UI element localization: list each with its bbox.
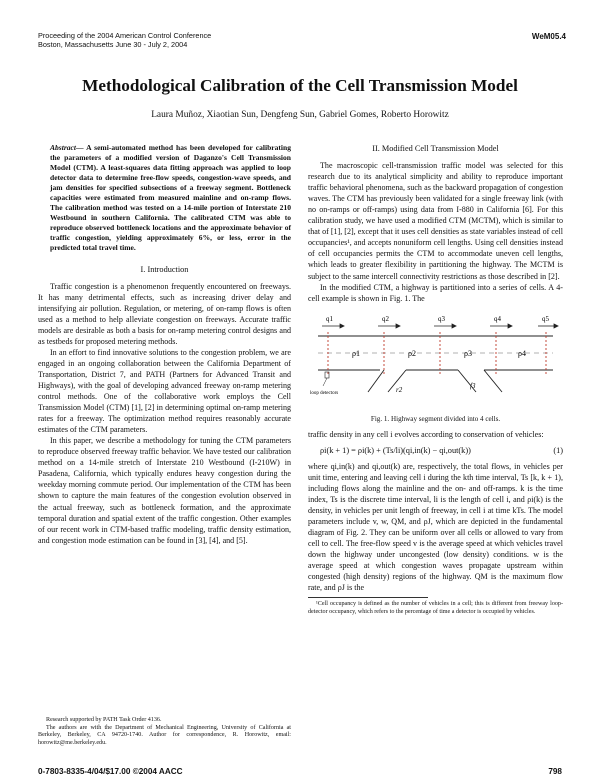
density-label: ρ2 (408, 348, 416, 358)
equation-body: ρi(k + 1) = ρi(k) + (Ts/li)(qi,in(k) − qi,out(k)) (320, 445, 471, 455)
copyright-footer: 0-7803-8335-4/04/$17.00 ©2004 AACC (38, 767, 183, 776)
density-label: ρ3 (464, 348, 472, 358)
intro-paragraph: Traffic congestion is a phenomenon frequently encountered on freeways. It has many detrimental effects, such as increasing driver delay and intensifying air pollution. Regulation, or metering, of on-ramp flows is often used as a method to help alleviate congestion on freeways. Accurate traffic models are desirable as both a basis for on-ramp metering control designs and as testbeds for proposed metering methods. (38, 281, 291, 346)
figure-1 (308, 308, 563, 412)
intro-paragraph: In this paper, we describe a methodology for tuning the CTM parameters to reproduce observed freeway traffic behavior. We have tested our calibration method on a 14-mile stretch of Interstate 210 Westbound (I-210W) in Pasadena, California, which typically endures heavy congestion during the weekday morning commute period. Our implementation of the CTM has been shown to capture the main features of the congestion evolution observed in the actual freeway, such as bottleneck formation, and the approximate temporal duration and spatial extent of the traffic congestion. Other examples of our recent work in CTM-based traffic modeling, traffic density estimation, and congestion mode estimation can be found in [3], [4], and [5]. (38, 436, 291, 545)
ctm-paragraph: In the modified CTM, a highway is partitioned into a series of cells. A 4-cell example is shown in Fig. 1. The (308, 282, 563, 303)
conference-header (38, 31, 211, 49)
right-column (308, 143, 563, 617)
equation-number: (1) (553, 445, 563, 455)
ctm-paragraph: traffic density in any cell i evolves according to conservation of vehicles: (308, 429, 544, 439)
abstract-text: A semi-automated method has been developed for calibrating the parameters of a modified version of Daganzo's Cell Transmission Model (CTM). A least-squares data fitting approach was applied to loop detector data to determine free-flow speeds, congestion-wave speeds, and jam densities for specified subsections of a freeway segment. Bottleneck capacities were estimated from measured mainline and on-ramp flows. The calibration method was tested on a 14-mile portion of Interstate 210 Westbound in southern California. The calibrated CTM was able to reproduce observed bottleneck locations and the approximate behavior of traffic congestion, yielding approximately 6%, or less, error in the predicted total travel time. (50, 143, 291, 253)
paper-title: Methodological Calibration of the Cell Transmission Model (82, 76, 518, 95)
flow-label: q4 (494, 314, 501, 323)
intro-heading: I. Introduction (140, 264, 189, 274)
flow-arrow-head (396, 324, 400, 328)
intro-paragraph: In an effort to find innovative solutions to the congestion problem, we are engaged in an ongoing collaboration between the California Department of Transportation, District 7, and PATH (Partners for Advanced Transit and Highways), with the goal of developing advanced freeway on-ramp metering control methods. One of the collaborative work employs the Cell Transmission Model (CTM) [1], [2] in determining optimal on-ramp metering rates for a freeway. The optimization method requires reasonably accurate estimates of the CTM parameters. (38, 347, 291, 435)
detector-label: loop detectors (310, 390, 339, 396)
density-label: ρ1 (352, 348, 360, 358)
footnote-1: ¹Cell occupancy is defined as the number of vehicles in a cell; this is different from freeway loop-detector occupancy, which refers to the percentage of time a detector is occupied by vehicles. (308, 601, 563, 615)
flow-label: q5 (542, 314, 549, 323)
conference-line-1: Proceeding of the 2004 American Control Conference (38, 31, 212, 40)
left-footnotes (38, 717, 291, 748)
abstract-label: Abstract (50, 143, 76, 152)
equation-1 (320, 445, 563, 456)
abstract-dash: — (76, 143, 87, 152)
flow-arrow-head (554, 324, 558, 328)
conference-line-2: Boston, Massachusetts June 30 - July 2, 2004 (38, 40, 188, 49)
ctm-paragraph: The macroscopic cell-transmission traffic model was selected for this research due to its analytical simplicity and ability to reproduce important traffic behavioral phenomena, such as the backward propagation of congestion waves. The CTM has previously been validated for a single freeway link (with no on-ramps or off-ramps) using data from I-880 in California [6]. For this calibration study, we have used a modified CTM (MCTM), which is similar to that of [1], [2], except that it uses cell densities as state variables instead of cell occupancies¹, and accepts nonuniform cell lengths. Using cell densities instead of cell occupancies permits the CTM to accommodate uneven cell lengths, which leads to greater flexibility in partitioning the highway. The MCTM is subject to the same intercell connectivity restrictions as those described in [2]. (308, 161, 563, 281)
off-ramp-edge (484, 370, 502, 392)
flow-label: q3 (438, 314, 445, 323)
detector-pointer (323, 378, 327, 386)
page-number: 798 (548, 767, 562, 776)
footnote-rule (308, 597, 428, 598)
highway-diagram (308, 308, 563, 412)
flow-label: q2 (382, 314, 389, 323)
on-ramp-edge (368, 370, 384, 392)
ctm-heading: II. Modified Cell Transmission Model (372, 144, 499, 153)
flow-arrow-head (508, 324, 512, 328)
figure-caption: Fig. 1. Highway segment divided into 4 cells. (370, 414, 501, 423)
on-ramp-label: r2 (396, 385, 403, 394)
session-code: WeM05.4 (531, 32, 566, 41)
funding-note: Research supported by PATH Task Order 4136. (46, 717, 162, 723)
density-label: ρ4 (518, 348, 526, 358)
left-column (38, 143, 291, 546)
affiliation-note: The authors are with the Department of Mechanical Engineering, University of California at Berkeley, Berkeley, CA 94720-1740. Author for correspondence, R. Horowitz, email: horowitz@me.berkeley.edu. (38, 724, 291, 747)
flow-label: q1 (326, 314, 333, 323)
author-list: Laura Muñoz, Xiaotian Sun, Dengfeng Sun, Gabriel Gomes, Roberto Horowitz (151, 110, 449, 120)
abstract (38, 143, 291, 254)
flow-arrow-head (340, 324, 344, 328)
off-ramp-label: f3 (470, 381, 476, 390)
flow-arrow-head (452, 324, 456, 328)
ctm-paragraph: where qi,in(k) and qi,out(k) are, respectively, the total flows, in vehicles per unit time, entering and leaving cell i during the kth time interval, Ts [k, k + 1), including flows along the mainline and the on- and off-ramps. k is the time index, Ts is the discrete time interval, li is the length of cell i, and ρi(k) is the density, in vehicles per unit length of freeway, in cell i at time kTs. The model parameters include v, w, QM, and ρJ, which are depicted in the fundamental diagram of Fig. 2. They can be uniform over all cells or allowed to vary from cell to cell. The free-flow speed v is the average speed at which vehicles travel down the highway under uncongested (low density) conditions. w is the average speed at which congestion waves propagate upstream within congested (high density) regions of the highway. QM is the maximum flow rate, and ρJ is the (308, 461, 563, 593)
